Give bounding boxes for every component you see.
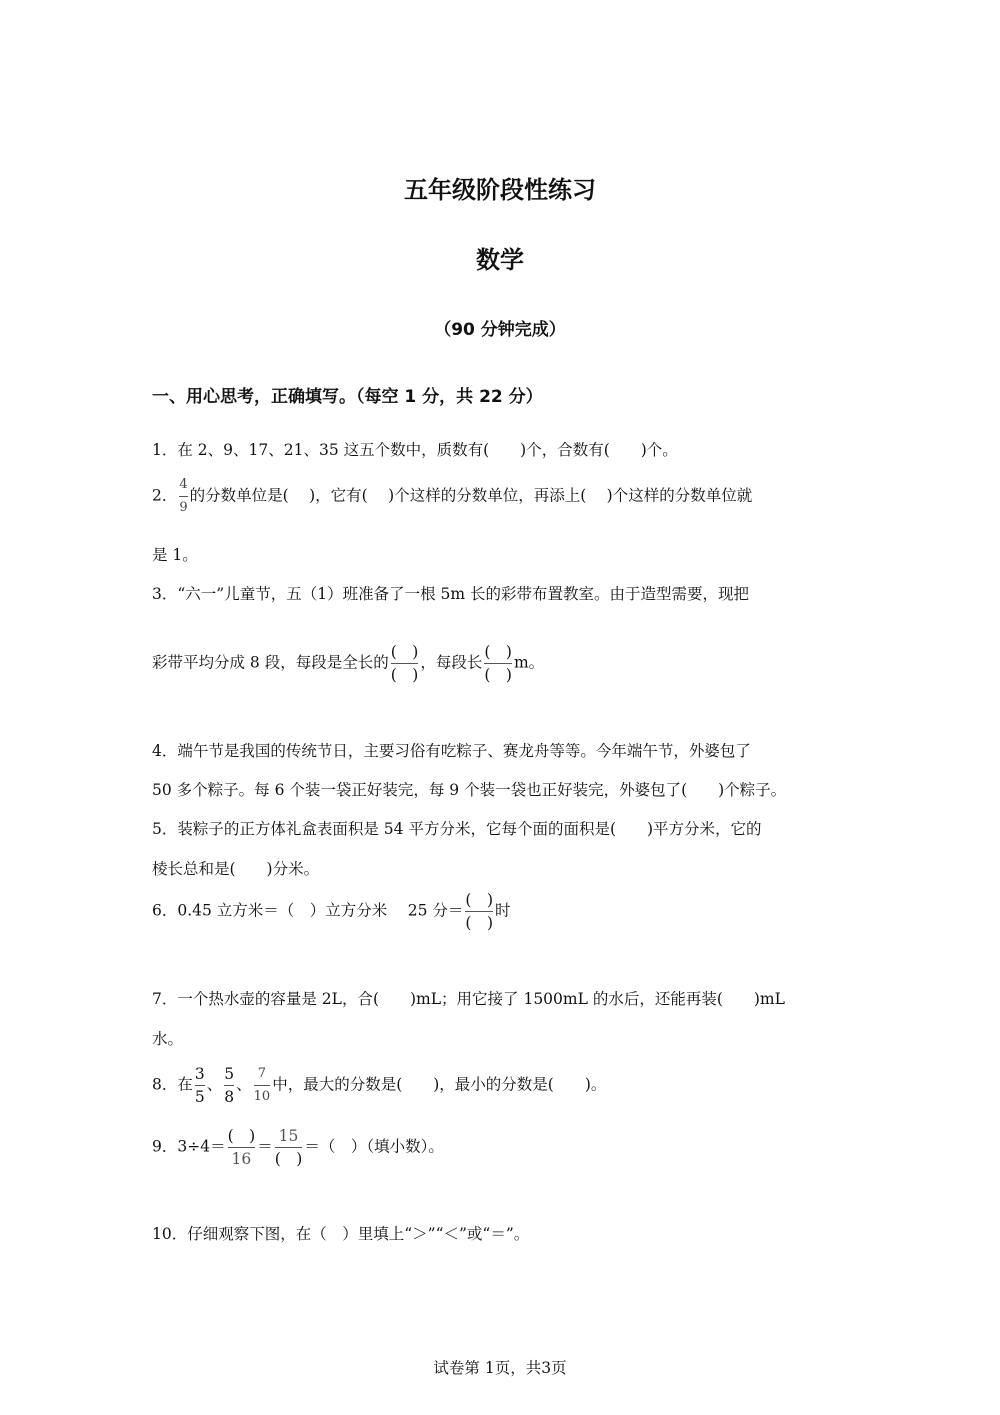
question-text: 6．0.45 立方米＝（ ）立方分米 25 分＝ [152,901,464,920]
question-3-cont [152,642,544,685]
question-8 [152,1064,606,1107]
question-1: 1．在 2、9、17、21、35 这五个数中，质数有( )个，合数有( )个。 [152,441,678,459]
question-text: 中，最大的分数是( )，最小的分数是( )。 [272,1075,607,1094]
question-2 [152,475,752,518]
question-4: 4．端午节是我国的传统节日，主要习俗有吃粽子、赛龙舟等等。今年端午节，外婆包了 [152,742,751,760]
page-footer: 试卷第 1页，共3页 [433,1359,567,1377]
fraction: $\frac{( )}{( )}$ [484,643,512,684]
subject-title: 数学 [476,246,524,274]
question-5: 5．装粽子的正方体礼盒表面积是 54 平方分米，它每个面的面积是( )平方分米，它的 [152,820,762,838]
fraction: $\frac{3}{5}$ [194,1065,205,1106]
question-text: 彩带平均分成 8 段，每段是全长的 [152,653,389,672]
question-text: ，每段长 [420,653,483,672]
question-6 [152,890,511,933]
question-5-cont: 棱长总和是( )分米。 [152,860,320,878]
question-text: 9．3÷4＝ [152,1137,226,1156]
equals-sign: ＝ [257,1137,273,1156]
fraction: $\frac{( )}{16}$ [227,1127,256,1168]
fraction: $\frac{4}{9}$ [179,477,188,515]
fraction: $\frac{15}{( )}$ [274,1127,303,1168]
question-number: 2． [152,486,178,505]
question-text: ＝（ ）（填小数）。 [304,1137,444,1156]
separator: 、 [236,1075,252,1094]
question-2-cont: 是 1。 [152,546,198,564]
question-text: 时 [495,901,511,920]
question-3: 3．“六一”儿童节，五（1）班准备了一根 5m 长的彩带布置教室。由于造型需要，现把 [152,585,749,603]
question-9 [152,1126,444,1169]
question-7: 7．一个热水壶的容量是 2L，合( )mL；用它接了 1500mL 的水后，还能再装( )mL [152,990,785,1008]
duration-note: （90 分钟完成） [434,320,566,340]
separator: 、 [206,1075,223,1094]
fraction: $\frac{5}{8}$ [224,1065,235,1106]
question-text: m。 [513,653,545,672]
fraction: $\frac{7}{10}$ [253,1066,271,1104]
question-7-cont: 水。 [152,1030,184,1048]
question-text: 的分数单位是( )，它有( )个这样的分数单位，再添上( )个这样的分数单位就 [189,486,753,505]
fraction: $\frac{( )}{( )}$ [390,643,419,684]
question-4-cont: 50 多个粽子。每 6 个装一袋正好装完，每 9 个装一袋也正好装完，外婆包了( )个粽子。 [152,781,787,799]
question-10: 10．仔细观察下图，在（ ）里填上“＞”“＜”或“＝”。 [152,1225,530,1243]
fraction: $\frac{( )}{( )}$ [465,891,493,932]
exam-title: 五年级阶段性练习 [404,176,596,204]
section-heading: 一、用心思考，正确填写。（每空 1 分，共 22 分） [152,387,543,407]
question-text: 8．在 [152,1075,193,1094]
